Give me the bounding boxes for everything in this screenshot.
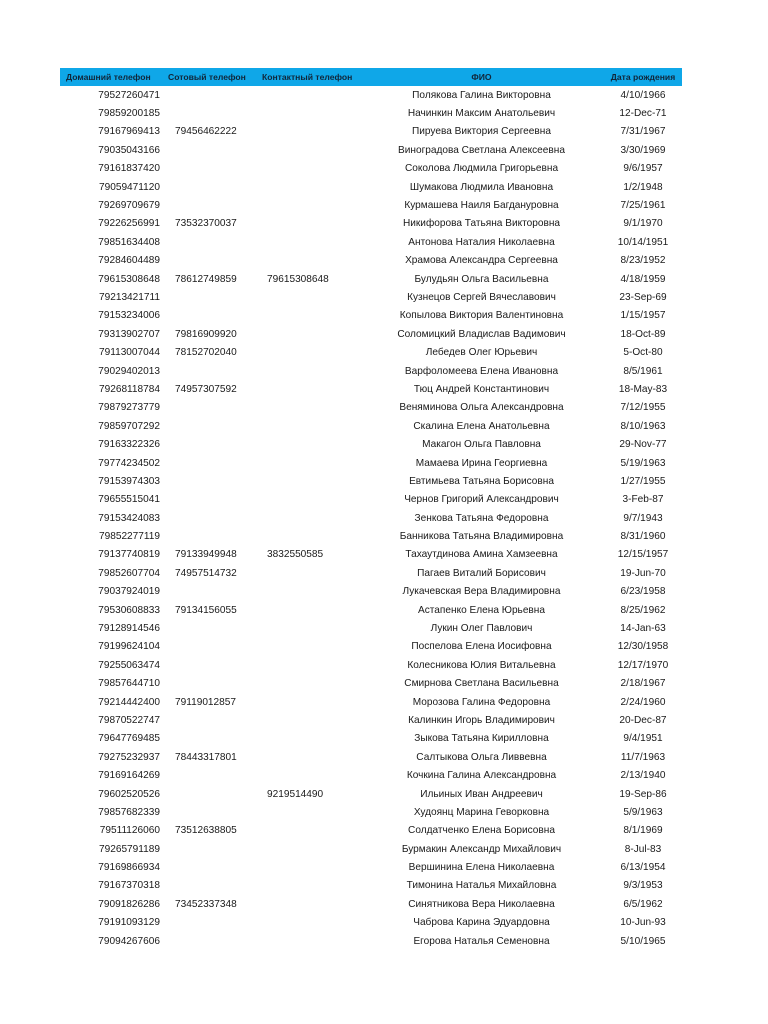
- full-name-cell: Смирнова Светлана Васильевна: [404, 678, 559, 690]
- birth-date-cell: 9/7/1943: [623, 512, 663, 524]
- birth-date-cell: 18-May-83: [618, 383, 668, 395]
- table-row: [60, 509, 682, 527]
- table-row: [60, 252, 682, 270]
- birth-date-cell: 8-Jul-83: [624, 843, 662, 855]
- full-name-cell: Макагон Ольга Павловна: [422, 439, 541, 451]
- full-name-cell: Начинкин Максим Анатольевич: [407, 108, 556, 120]
- full-name-cell: Егорова Наталья Семеновна: [413, 935, 550, 947]
- home-phone-cell: 79191093129: [98, 917, 160, 929]
- mobile-phone-cell: 79134156055: [175, 604, 237, 616]
- birth-date-cell: 10-Jun-93: [620, 917, 666, 929]
- mobile-phone-cell: 73452337348: [175, 898, 237, 910]
- mobile-phone-cell: 74957307592: [175, 383, 237, 395]
- mobile-phone-cell: 78443317801: [175, 751, 237, 763]
- birth-date-cell: 14-Jan-63: [620, 623, 666, 635]
- full-name-cell: Полякова Галина Викторовна: [412, 89, 551, 101]
- birth-date-cell: 6/5/1962: [623, 898, 663, 910]
- home-phone-cell: 79091826286: [98, 898, 160, 910]
- table-row: [60, 711, 682, 729]
- home-phone-cell: 79213421711: [98, 291, 160, 303]
- table-row: [60, 803, 682, 821]
- table-row: [60, 895, 682, 913]
- table-row: [60, 86, 682, 104]
- birth-date-cell: 9/1/1970: [623, 218, 663, 230]
- birth-date-cell: 19-Sep-86: [619, 788, 667, 800]
- birth-date-cell: 2/13/1940: [620, 770, 666, 782]
- full-name-cell: Кузнецов Сергей Вячеславович: [407, 291, 556, 303]
- home-phone-cell: 79035043166: [98, 144, 160, 156]
- table-row: [60, 546, 682, 564]
- birth-date-cell: 8/10/1963: [620, 420, 666, 432]
- table-row: [60, 178, 682, 196]
- table-row: [60, 380, 682, 398]
- table-row: [60, 233, 682, 251]
- table-row: [60, 160, 682, 178]
- birth-date-cell: 9/6/1957: [623, 163, 663, 175]
- home-phone-cell: 79214442400: [98, 696, 160, 708]
- home-phone-cell: 79161837420: [98, 163, 160, 175]
- birth-date-cell: 29-Nov-77: [619, 439, 667, 451]
- table-row: [60, 822, 682, 840]
- header-mobile-phone: Сотовый телефон: [168, 72, 246, 82]
- mobile-phone-cell: 73532370037: [175, 218, 237, 230]
- home-phone-cell: 79857682339: [98, 806, 160, 818]
- table-row: [60, 288, 682, 306]
- table-row: [60, 840, 682, 858]
- home-phone-cell: 79113007044: [98, 347, 160, 359]
- full-name-cell: Зыкова Татьяна Кирилловна: [414, 733, 549, 745]
- full-name-cell: Веняминова Ольга Александровна: [399, 402, 564, 414]
- mobile-phone-cell: 79133949948: [175, 549, 237, 561]
- table-row: [60, 215, 682, 233]
- home-phone-cell: 79059471120: [98, 181, 160, 193]
- table-row: [60, 399, 682, 417]
- full-name-cell: Соколова Людмила Григорьевна: [404, 163, 559, 175]
- table-row: [60, 472, 682, 490]
- birth-date-cell: 8/25/1962: [620, 604, 666, 616]
- full-name-cell: Зенкова Татьяна Федоровна: [414, 512, 549, 524]
- contacts-sheet: [60, 68, 682, 950]
- home-phone-cell: 79153424083: [98, 512, 160, 524]
- home-phone-cell: 79153234006: [98, 310, 160, 322]
- mobile-phone-cell: 73512638805: [175, 825, 237, 837]
- full-name-cell: Морозова Галина Федоровна: [412, 696, 551, 708]
- home-phone-cell: 79128914546: [98, 623, 160, 635]
- table-row: [60, 343, 682, 361]
- home-phone-cell: 79275232937: [98, 751, 160, 763]
- birth-date-cell: 12/30/1958: [617, 641, 669, 653]
- mobile-phone-cell: 79119012857: [175, 696, 237, 708]
- table-row: [60, 914, 682, 932]
- contact-phone-cell: 9219514490: [267, 788, 324, 800]
- home-phone-cell: 79857644710: [98, 678, 160, 690]
- birth-date-cell: 9/4/1951: [623, 733, 663, 745]
- birth-date-cell: 5/10/1965: [620, 935, 666, 947]
- home-phone-cell: 79852277119: [98, 531, 160, 543]
- birth-date-cell: 7/25/1961: [620, 200, 666, 212]
- table-row: [60, 435, 682, 453]
- home-phone-cell: 79269709679: [98, 200, 160, 212]
- contact-phone-cell: 3832550585: [267, 549, 324, 561]
- birth-date-cell: 5/19/1963: [620, 457, 666, 469]
- home-phone-cell: 79879273779: [98, 402, 160, 414]
- table-row: [60, 527, 682, 545]
- table-row: [60, 307, 682, 325]
- home-phone-cell: 79774234502: [98, 457, 160, 469]
- home-phone-cell: 79255063474: [98, 659, 160, 671]
- table-row: [60, 454, 682, 472]
- full-name-cell: Антонова Наталия Николаевна: [408, 236, 555, 248]
- birth-date-cell: 23-Sep-69: [619, 291, 667, 303]
- birth-date-cell: 1/15/1957: [620, 310, 666, 322]
- table-row: [60, 362, 682, 380]
- birth-date-cell: 6/23/1958: [620, 586, 666, 598]
- birth-date-cell: 2/18/1967: [620, 678, 666, 690]
- mobile-phone-cell: 79816909920: [175, 328, 237, 340]
- birth-date-cell: 18-Oct-89: [620, 328, 666, 340]
- full-name-cell: Виноградова Светлана Алексеевна: [398, 144, 565, 156]
- home-phone-cell: 79153974303: [98, 475, 160, 487]
- birth-date-cell: 4/10/1966: [620, 89, 666, 101]
- home-phone-cell: 79530608833: [98, 604, 160, 616]
- birth-date-cell: 5-Oct-80: [623, 347, 663, 359]
- full-name-cell: Евтимьева Татьяна Борисовна: [409, 475, 554, 487]
- full-name-cell: Соломицкий Владислав Вадимович: [397, 328, 566, 340]
- home-phone-cell: 79852607704: [98, 567, 160, 579]
- birth-date-cell: 8/23/1952: [620, 255, 666, 267]
- table-row: [60, 270, 682, 288]
- table-row: [60, 417, 682, 435]
- full-name-cell: Синятникова Вера Николаевна: [408, 898, 555, 910]
- birth-date-cell: 1/2/1948: [623, 181, 663, 193]
- birth-date-cell: 3-Feb-87: [622, 494, 664, 506]
- birth-date-cell: 20-Dec-87: [619, 714, 667, 726]
- home-phone-cell: 79169164269: [98, 770, 160, 782]
- birth-date-cell: 19-Jun-70: [620, 567, 666, 579]
- header-row: [60, 68, 682, 86]
- home-phone-cell: 79647769485: [98, 733, 160, 745]
- full-name-cell: Лебедев Олег Юрьевич: [425, 347, 538, 359]
- full-name-cell: Лукин Олег Павлович: [430, 623, 533, 635]
- home-phone-cell: 79870522747: [98, 714, 160, 726]
- full-name-cell: Курмашева Наиля Багдануровна: [404, 200, 559, 212]
- home-phone-cell: 79284604489: [98, 255, 160, 267]
- home-phone-cell: 79163322326: [98, 439, 160, 451]
- birth-date-cell: 2/24/1960: [620, 696, 666, 708]
- table-row: [60, 583, 682, 601]
- home-phone-cell: 79037924019: [98, 586, 160, 598]
- full-name-cell: Ильиных Иван Андреевич: [420, 788, 543, 800]
- table-row: [60, 785, 682, 803]
- table-row: [60, 858, 682, 876]
- home-phone-cell: 79029402013: [98, 365, 160, 377]
- full-name-cell: Бурмакин Александр Михайлович: [401, 843, 562, 855]
- table-row: [60, 104, 682, 122]
- full-name-cell: Пируева Виктория Сергеевна: [412, 126, 551, 138]
- table-row: [60, 877, 682, 895]
- mobile-phone-cell: 78152702040: [175, 347, 237, 359]
- birth-date-cell: 5/9/1963: [623, 806, 663, 818]
- full-name-cell: Тюц Андрей Константинович: [413, 383, 550, 395]
- home-phone-cell: 79169866934: [98, 862, 160, 874]
- table-row: [60, 748, 682, 766]
- table-row: [60, 730, 682, 748]
- home-phone-cell: 79199624104: [98, 641, 160, 653]
- table-row: [60, 196, 682, 214]
- full-name-cell: Варфоломеева Елена Ивановна: [404, 365, 559, 377]
- table-row: [60, 325, 682, 343]
- birth-date-cell: 1/27/1955: [620, 475, 666, 487]
- birth-date-cell: 12/17/1970: [617, 659, 669, 671]
- birth-date-cell: 11/7/1963: [620, 751, 666, 763]
- full-name-cell: Чаброва Карина Эдуардовна: [413, 917, 550, 929]
- birth-date-cell: 12-Dec-71: [619, 108, 667, 120]
- birth-date-cell: 3/30/1969: [620, 144, 666, 156]
- home-phone-cell: 79527260471: [98, 89, 160, 101]
- table-row: [60, 932, 682, 950]
- header-birth-date: Дата рождения: [610, 72, 676, 82]
- table-row: [60, 601, 682, 619]
- full-name-cell: Солдатченко Елена Борисовна: [408, 825, 555, 837]
- full-name-cell: Никифорова Татьяна Викторовна: [402, 218, 561, 230]
- full-name-cell: Худоянц Марина Геворковна: [413, 806, 550, 818]
- full-name-cell: Колесникова Юлия Витальевна: [407, 659, 556, 671]
- home-phone-cell: 79655515041: [98, 494, 160, 506]
- table-row: [60, 123, 682, 141]
- full-name-cell: Чернов Григорий Александрович: [404, 494, 559, 506]
- home-phone-cell: 79167969413: [98, 126, 160, 138]
- home-phone-cell: 79859707292: [98, 420, 160, 432]
- home-phone-cell: 79226256991: [98, 218, 160, 230]
- header-full-name: ФИО: [471, 72, 492, 82]
- home-phone-cell: 79511126060: [99, 825, 160, 837]
- mobile-phone-cell: 79456462222: [175, 126, 237, 138]
- home-phone-cell: 79851634408: [98, 236, 160, 248]
- contact-phone-cell: 79615308648: [267, 273, 329, 285]
- home-phone-cell: 79167370318: [98, 880, 160, 892]
- home-phone-cell: 79615308648: [98, 273, 160, 285]
- birth-date-cell: 9/3/1953: [623, 880, 663, 892]
- birth-date-cell: 7/31/1967: [620, 126, 666, 138]
- table-row: [60, 564, 682, 582]
- table-row: [60, 638, 682, 656]
- table-row: [60, 766, 682, 784]
- full-name-cell: Калинкин Игорь Владимирович: [408, 714, 555, 726]
- birth-date-cell: 10/14/1951: [617, 236, 669, 248]
- full-name-cell: Салтыкова Ольга Ливвевна: [416, 751, 547, 763]
- full-name-cell: Астапенко Елена Юрьевна: [418, 604, 545, 616]
- birth-date-cell: 4/18/1959: [620, 273, 666, 285]
- table-row: [60, 675, 682, 693]
- birth-date-cell: 6/13/1954: [620, 862, 666, 874]
- full-name-cell: Тахаутдинова Амина Хамзеевна: [405, 549, 558, 561]
- table-row: [60, 491, 682, 509]
- birth-date-cell: 8/5/1961: [623, 365, 663, 377]
- home-phone-cell: 79137740819: [98, 549, 160, 561]
- birth-date-cell: 8/31/1960: [620, 531, 666, 543]
- table-row: [60, 141, 682, 159]
- home-phone-cell: 79859200185: [98, 108, 160, 120]
- mobile-phone-cell: 78612749859: [175, 273, 237, 285]
- full-name-cell: Поспелова Елена Иосифовна: [411, 641, 552, 653]
- table-row: [60, 693, 682, 711]
- full-name-cell: Кочкина Галина Александровна: [406, 770, 557, 782]
- full-name-cell: Булудьян Ольга Васильевна: [414, 273, 549, 285]
- header-home-phone: Домашний телефон: [66, 72, 151, 82]
- full-name-cell: Храмова Александра Сергеевна: [405, 255, 558, 267]
- home-phone-cell: 79268118784: [98, 383, 160, 395]
- header-contact-phone: Контактный телефон: [262, 72, 353, 82]
- birth-date-cell: 12/15/1957: [617, 549, 669, 561]
- table-row: [60, 619, 682, 637]
- table-row: [60, 656, 682, 674]
- full-name-cell: Лукачевская Вера Владимировна: [402, 586, 561, 598]
- home-phone-cell: 79602520526: [98, 788, 160, 800]
- full-name-cell: Пагаев Виталий Борисович: [417, 567, 546, 579]
- home-phone-cell: 79313902707: [98, 328, 160, 340]
- table-body: [60, 86, 682, 950]
- home-phone-cell: 79094267606: [98, 935, 160, 947]
- home-phone-cell: 79265791189: [98, 843, 160, 855]
- full-name-cell: Мамаева Ирина Георгиевна: [415, 457, 548, 469]
- full-name-cell: Копылова Виктория Валентиновна: [399, 310, 564, 322]
- birth-date-cell: 7/12/1955: [620, 402, 666, 414]
- full-name-cell: Банникова Татьяна Владимировна: [399, 531, 564, 543]
- full-name-cell: Скалина Елена Анатольевна: [413, 420, 550, 432]
- birth-date-cell: 8/1/1969: [623, 825, 663, 837]
- full-name-cell: Тимонина Наталья Михайловна: [406, 880, 557, 892]
- mobile-phone-cell: 74957514732: [175, 567, 237, 579]
- full-name-cell: Вершинина Елена Николаевна: [408, 862, 555, 874]
- full-name-cell: Шумакова Людмила Ивановна: [409, 181, 554, 193]
